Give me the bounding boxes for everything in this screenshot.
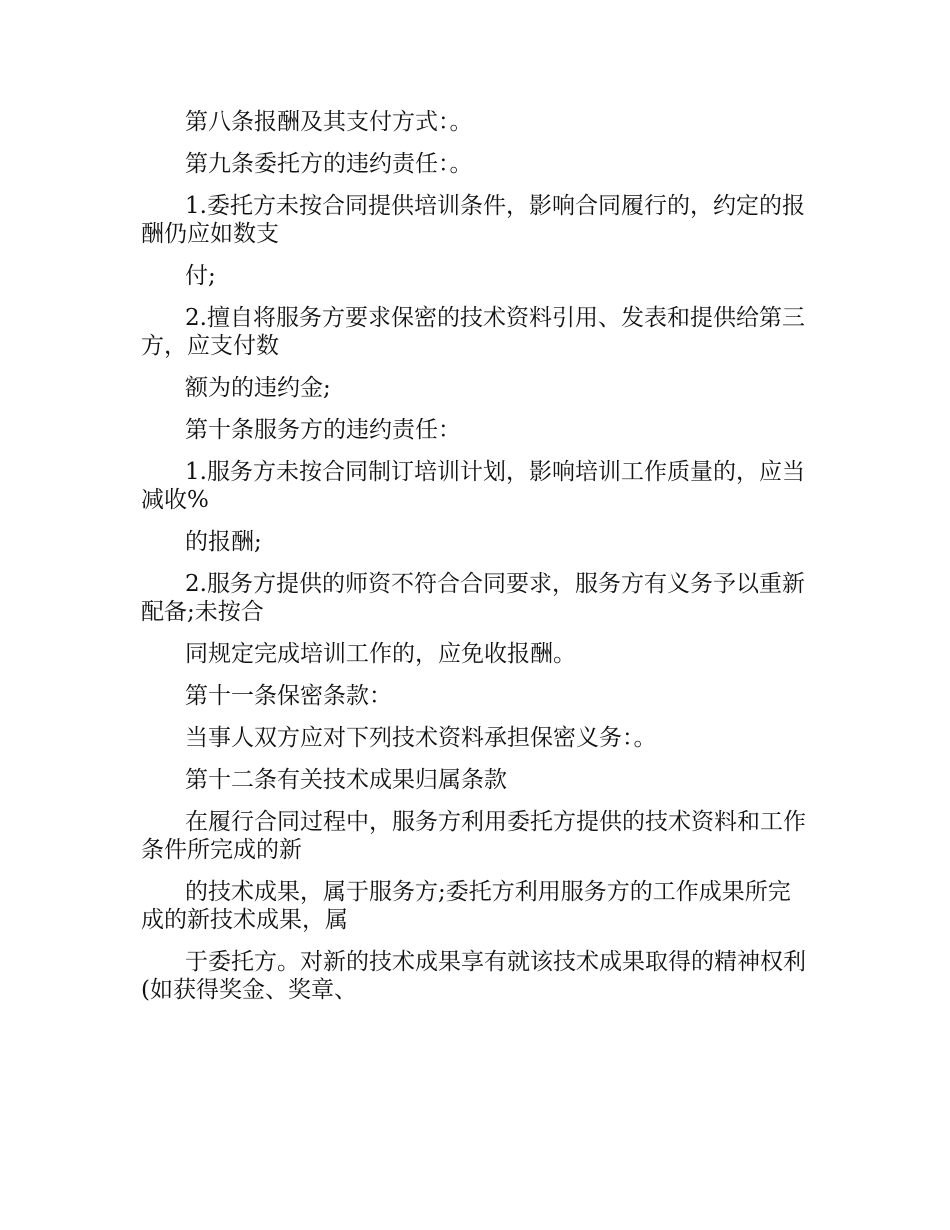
paragraph-article-11: 第十一条保密条款： (185, 683, 392, 709)
paragraph-12-body-3: 于委托方。对新的技术成果享有就该技术成果取得的精神权利(如获得奖金、奖章、 (141, 949, 806, 1003)
document-body (141, 108, 809, 1018)
paragraph-12-body-2: 的技术成果，属于服务方;委托方利用服务方的工作成果所完成的新技术成果，属 (141, 879, 791, 933)
paragraph-9-item-1: 1.委托方未按合同提供培训条件，影响合同履行的，约定的报酬仍应如数支 (141, 193, 805, 247)
paragraph-12-body-1: 在履行合同过程中，服务方利用委托方提供的技术资料和工作条件所完成的新 (141, 809, 806, 863)
paragraph-10-item-1-cont: 的报酬; (185, 529, 262, 555)
paragraph-10-item-1: 1.服务方未按合同制订培训计划，影响培训工作质量的，应当减收% (141, 459, 805, 513)
paragraph-9-item-1-cont: 付; (185, 263, 216, 289)
paragraph-article-8: 第八条报酬及其支付方式：。 (185, 109, 473, 135)
paragraph-article-12: 第十二条有关技术成果归属条款 (185, 767, 507, 793)
paragraph-11-body: 当事人双方应对下列技术资料承担保密义务：。 (185, 725, 657, 751)
paragraph-10-item-2: 2.服务方提供的师资不符合合同要求，服务方有义务予以重新配备;未按合 (141, 571, 805, 625)
paragraph-10-item-2-cont: 同规定完成培训工作的，应免收报酬。 (185, 641, 576, 667)
paragraph-article-10: 第十条服务方的违约责任： (185, 417, 461, 443)
paragraph-9-item-2-cont: 额为的违约金; (185, 375, 331, 401)
paragraph-article-9: 第九条委托方的违约责任：。 (185, 151, 473, 177)
paragraph-9-item-2: 2.擅自将服务方要求保密的技术资料引用、发表和提供给第三方，应支付数 (141, 305, 805, 359)
